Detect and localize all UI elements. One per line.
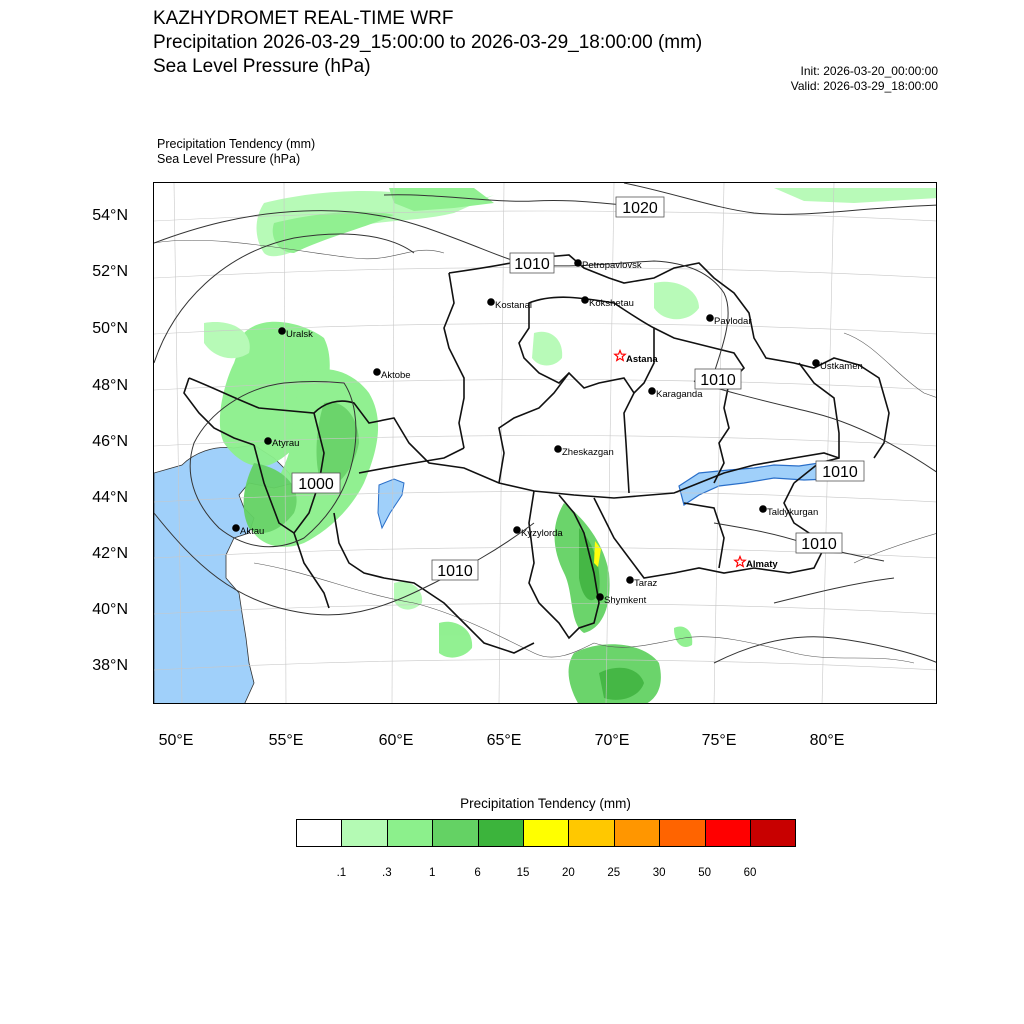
city-dot-icon (648, 387, 656, 395)
city-dot-icon (487, 298, 495, 306)
lon-label: 50°E (158, 732, 194, 749)
colorbar-swatch (568, 819, 614, 847)
map-panel (153, 182, 937, 704)
colorbar-tick-label: 50 (698, 867, 711, 879)
city-label: Aktau (240, 526, 265, 537)
lon-label: 80°E (809, 732, 845, 749)
map-canvas (154, 183, 937, 704)
lon-label: 65°E (486, 732, 522, 749)
colorbar-swatch (341, 819, 387, 847)
colorbar-tick-label: 6 (474, 867, 481, 879)
colorbar-tick-label: 15 (516, 867, 530, 879)
city-kyzylorda (513, 526, 563, 539)
city-dot-icon (596, 593, 604, 601)
city-label: Atyrau (272, 438, 300, 449)
city-label: Karaganda (656, 389, 703, 400)
city-taraz (626, 576, 657, 589)
isobar-label: 1010 (700, 372, 736, 389)
title-slp: Sea Level Pressure (hPa) (153, 56, 371, 77)
isobar-label: 1010 (801, 536, 837, 553)
colorbar-swatch (296, 819, 342, 847)
city-petropavlovsk (574, 259, 642, 271)
lat-label: 54°N (92, 207, 128, 224)
subtitle-precip: Precipitation Tendency (mm) (157, 137, 316, 151)
lon-label: 60°E (378, 732, 414, 749)
city-label: Taraz (634, 578, 658, 589)
city-aktobe (373, 368, 410, 381)
lat-label: 38°N (92, 657, 128, 674)
city-label: Almaty (746, 559, 778, 570)
isobar-label: 1010 (822, 464, 858, 481)
city-shymkent (596, 593, 646, 606)
lat-label: 42°N (92, 545, 128, 562)
city-dot-icon (581, 296, 589, 304)
colorbar-swatch (614, 819, 660, 847)
city-dot-icon (706, 314, 714, 322)
colorbar-swatch (659, 819, 705, 847)
city-dot-icon (232, 524, 240, 532)
city-label: Ustkamen (820, 361, 863, 372)
city-label: Pavlodar (714, 316, 752, 327)
colorbar-tick-label: 30 (652, 867, 666, 879)
colorbar-tick-label: .3 (382, 867, 392, 879)
city-label: Zheskazgan (562, 447, 614, 458)
city-kostanai (487, 298, 532, 311)
colorbar-swatch (523, 819, 569, 847)
city-dot-icon (626, 576, 634, 584)
city-dot-icon (759, 505, 767, 513)
city-dot-icon (554, 445, 562, 453)
init-time: Init: 2026-03-20_00:00:00 (800, 64, 938, 78)
aral-sea (378, 479, 404, 528)
city-label: Astana (626, 354, 658, 365)
colorbar-swatch (432, 819, 478, 847)
lat-label: 48°N (92, 377, 128, 394)
valid-time: Valid: 2026-03-29_18:00:00 (790, 79, 938, 93)
city-label: Shymkent (604, 595, 647, 606)
lat-label: 52°N (92, 263, 128, 280)
colorbar-tick-label: .1 (336, 867, 347, 879)
title-precip-period: Precipitation 2026-03-29_15:00:00 to 2026-03-29_18:00:00 (mm) (153, 32, 703, 53)
lat-label: 44°N (92, 489, 128, 506)
lat-label: 46°N (92, 433, 128, 450)
colorbar-tick-label: 1 (428, 867, 436, 879)
city-label: Kokshetau (589, 298, 634, 309)
isobar-label: 1010 (514, 256, 550, 273)
colorbar-swatch (750, 819, 796, 847)
city-zheskazgan (554, 445, 614, 458)
lat-label: 40°N (92, 601, 128, 618)
city-label: Uralsk (286, 329, 313, 340)
title-model: KAZHYDROMET REAL-TIME WRF (153, 8, 454, 29)
isobar-label: 1020 (622, 200, 658, 217)
isobar-label: 1010 (437, 563, 473, 580)
city-taldykurgan (759, 505, 818, 518)
colorbar-title: Precipitation Tendency (mm) (460, 796, 631, 811)
city-dot-icon (264, 437, 272, 445)
city-label: Taldykurgan (767, 507, 819, 518)
city-label: Aktobe (381, 370, 411, 381)
colorbar-tick-label: 20 (561, 867, 575, 879)
city-pavlodar (706, 314, 751, 327)
lon-label: 55°E (268, 732, 304, 749)
colorbar-tick-label: 25 (607, 867, 621, 879)
capital-star-icon (615, 351, 625, 361)
lat-label: 50°N (92, 320, 128, 337)
colorbar-swatch (478, 819, 524, 847)
subtitle-slp: Sea Level Pressure (hPa) (157, 152, 301, 166)
colorbar-swatch (705, 819, 751, 847)
colorbar-swatch (387, 819, 433, 847)
city-kokshetau (581, 296, 634, 309)
city-dot-icon (513, 526, 521, 534)
colorbar-tick-label: 60 (743, 867, 757, 879)
city-label: Kyzylorda (521, 528, 563, 539)
capital-star-icon (735, 557, 745, 567)
city-dot-icon (812, 359, 820, 367)
lon-label: 70°E (594, 732, 630, 749)
city-dot-icon (278, 327, 286, 335)
city-almaty (735, 557, 779, 571)
city-karaganda (648, 387, 703, 400)
isobar-label: 1000 (298, 476, 334, 493)
city-label: Kostanai (495, 300, 532, 311)
city-ustkamen (812, 359, 863, 372)
city-dot-icon (574, 259, 582, 267)
city-dot-icon (373, 368, 381, 376)
city-label: Petropavlovsk (582, 260, 642, 271)
lake-balkhash (679, 463, 839, 505)
city-astana (615, 351, 659, 366)
lon-label: 75°E (701, 732, 737, 749)
